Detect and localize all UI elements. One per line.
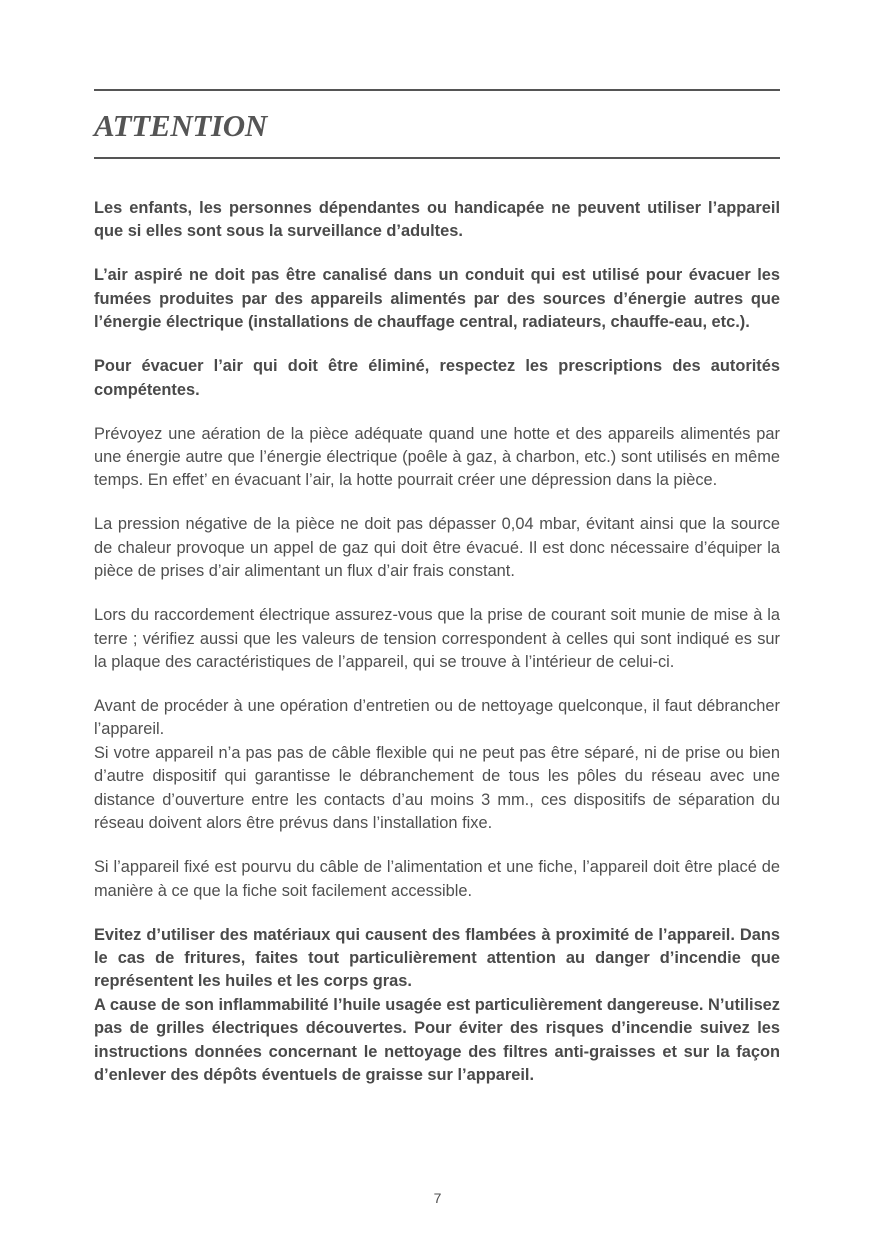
note-maintenance: Avant de procéder à une opération d’entretien ou de nettoyage quelconque, il faut débrancher l’appareil.: [94, 697, 780, 739]
note-electrical-connection: Lors du raccordement électrique assurez-vous que la prise de courant soit munie de mise à la terre ; vérifiez aussi que les valeurs de tension correspondent à celles qui sont indiqué es sur la plaque des caractéristiques de l’appareil, qui se trouve à l’intérieur de celui-ci.: [94, 606, 780, 672]
note-ventilation: Prévoyez une aération de la pièce adéquate quand une hotte et des appareils alimentés par une énergie autre que l’énergie électrique (poêle à gaz, à charbon, etc.) sont utilisés en même temps. En effet’ en évacuant l’air, la hotte pourrait créer une dépression dans la pièce.: [94, 424, 780, 490]
page-title: ATTENTION: [94, 108, 267, 143]
warning-regulations: Pour évacuer l’air qui doit être éliminé, respectez les prescriptions des autorités compétentes.: [94, 357, 780, 399]
header-bottom-rule: [94, 157, 780, 159]
note-plug-access: Si l’appareil fixé est pourvu du câble de l’alimentation et une fiche, l’appareil doit être placé de manière à ce que la fiche soit facilement accessible.: [94, 858, 780, 900]
page-content: [94, 197, 780, 1108]
header-top-rule: [94, 89, 780, 91]
warning-oil: A cause de son inflammabilité l’huile usagée est particulièrement dangereuse. N’utilisez pas de grilles électriques découvertes. Pour éviter des risques d’incendie suivez les instructions données concernant le nettoyage des filtres anti-graisses et sur la façon d’enlever des dépôts éventuels de graisse sur l’appareil.: [94, 995, 780, 1084]
page-number: 7: [433, 1190, 442, 1206]
warning-air-duct: L’air aspiré ne doit pas être canalisé dans un conduit qui est utilisé pour évacuer les fumées produites par des appareils alimentés par des sources d’énergie autres que l’énergie électrique (installations de chauffage central, radiateurs, chauffe-eau, etc.).: [94, 266, 780, 332]
warning-flames: Evitez d’utiliser des matériaux qui causent des flambées à proximité de l’appareil. Dans le cas de fritures, faites tout particulièrement attention au danger d’incendie que représentent les huiles et les corps gras.: [94, 925, 780, 991]
note-negative-pressure: La pression négative de la pièce ne doit pas dépasser 0,04 mbar, évitant ainsi que la source de chaleur provoque un appel de gaz qui doit être évacué. Il est donc nécessaire d’équiper la pièce de prises d’air alimentant un flux d’air frais constant.: [94, 515, 780, 581]
warning-children: Les enfants, les personnes dépendantes ou handicapée ne peuvent utiliser l’appareil que si elles sont sous la surveillance d’adultes.: [94, 199, 780, 241]
note-disconnection: Si votre appareil n’a pas pas de câble flexible qui ne peut pas être séparé, ni de prise ou bien d’autre dispositif qui garantisse le débranchement de tous les pôles du réseau avec une distance d’ouverture entre les contacts d’au moins 3 mm., ces dispositifs de séparation du réseau doivent alors être prévus dans l’installation fixe.: [94, 743, 780, 833]
